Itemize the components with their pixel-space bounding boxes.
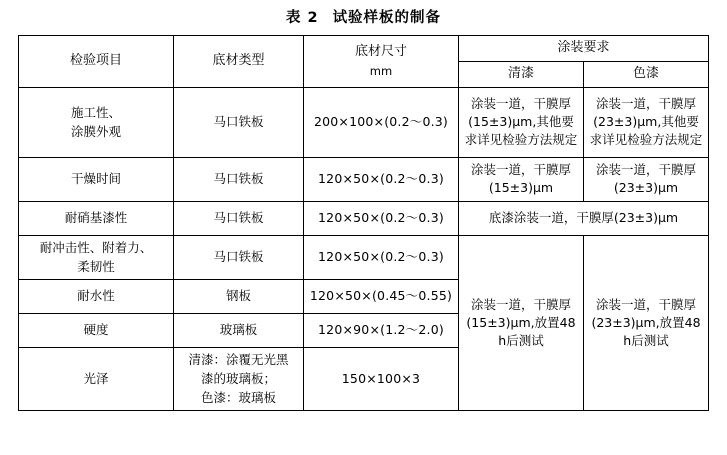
table-header-row-1 [18,36,708,62]
row4-size: 120×50×(0.2～0.3) [303,235,458,279]
row4-substrate: 马口铁板 [173,235,303,279]
row1-clear-requirement: 涂装一道，干膜厚(15±3)μm,其他要求详见检验方法规定 [458,87,583,157]
header-inspection-item: 检验项目 [18,36,173,88]
table-row [18,201,708,235]
table-row [18,87,708,157]
header-substrate-size-unit: mm [369,63,393,78]
table-row [18,157,708,201]
row1-item-line1: 施工性、 [70,104,121,120]
row5-substrate: 钢板 [173,279,303,313]
row1-item-line2: 涂膜外观 [70,123,121,139]
header-substrate-size [303,36,458,88]
row7-size: 150×100×3 [303,347,458,410]
bottom-group-clear-requirement: 涂装一道，干膜厚(15±3)μm,放置48 h后测试 [458,235,583,411]
row6-size: 120×90×(1.2～2.0) [303,313,458,347]
row7-substrate-line1: 清漆：涂覆无光黑 [188,351,289,367]
row4-item-line1: 耐冲击性、附着力、 [39,239,153,255]
row7-substrate-line3: 色漆：玻璃板 [200,390,276,406]
bottom-group-color-requirement: 涂装一道，干膜厚(23±3)μm,放置48 h后测试 [583,235,708,411]
header-coating-requirement: 涂装要求 [458,36,708,62]
row7-substrate [173,347,303,410]
table-row [18,235,708,279]
row2-item: 干燥时间 [18,157,173,201]
caption-number: 表 2 [285,10,319,26]
table-caption [0,0,727,35]
header-pigmented-paint: 色漆 [583,61,708,87]
row2-substrate: 马口铁板 [173,157,303,201]
row5-item: 耐水性 [18,279,173,313]
row3-item: 耐硝基漆性 [18,201,173,235]
header-substrate-type: 底材类型 [173,36,303,88]
row2-color-requirement: 涂装一道，干膜厚(23±3)μm [583,157,708,201]
row2-clear-requirement: 涂装一道，干膜厚(15±3)μm [458,157,583,201]
row3-substrate: 马口铁板 [173,201,303,235]
row1-color-requirement: 涂装一道，干膜厚(23±3)μm,其他要求详见检验方法规定 [583,87,708,157]
row4-item [18,235,173,279]
row1-item [18,87,173,157]
row6-substrate: 玻璃板 [173,313,303,347]
row7-item: 光泽 [18,347,173,410]
row4-item-line2: 柔韧性 [77,258,115,274]
row5-size: 120×50×(0.45～0.55) [303,279,458,313]
row7-substrate-line2: 漆的玻璃板； [200,371,276,387]
row1-size: 200×100×(0.2～0.3) [303,87,458,157]
row6-item: 硬度 [18,313,173,347]
header-clear-varnish: 清漆 [458,61,583,87]
sample-preparation-table [18,35,709,411]
row3-merged-requirement: 底漆涂装一道，干膜厚(23±3)μm [458,201,708,235]
row3-size: 120×50×(0.2～0.3) [303,201,458,235]
row1-substrate: 马口铁板 [173,87,303,157]
row2-size: 120×50×(0.2～0.3) [303,157,458,201]
caption-title: 试验样板的制备 [332,10,442,26]
header-substrate-size-main: 底材尺寸 [354,44,407,60]
